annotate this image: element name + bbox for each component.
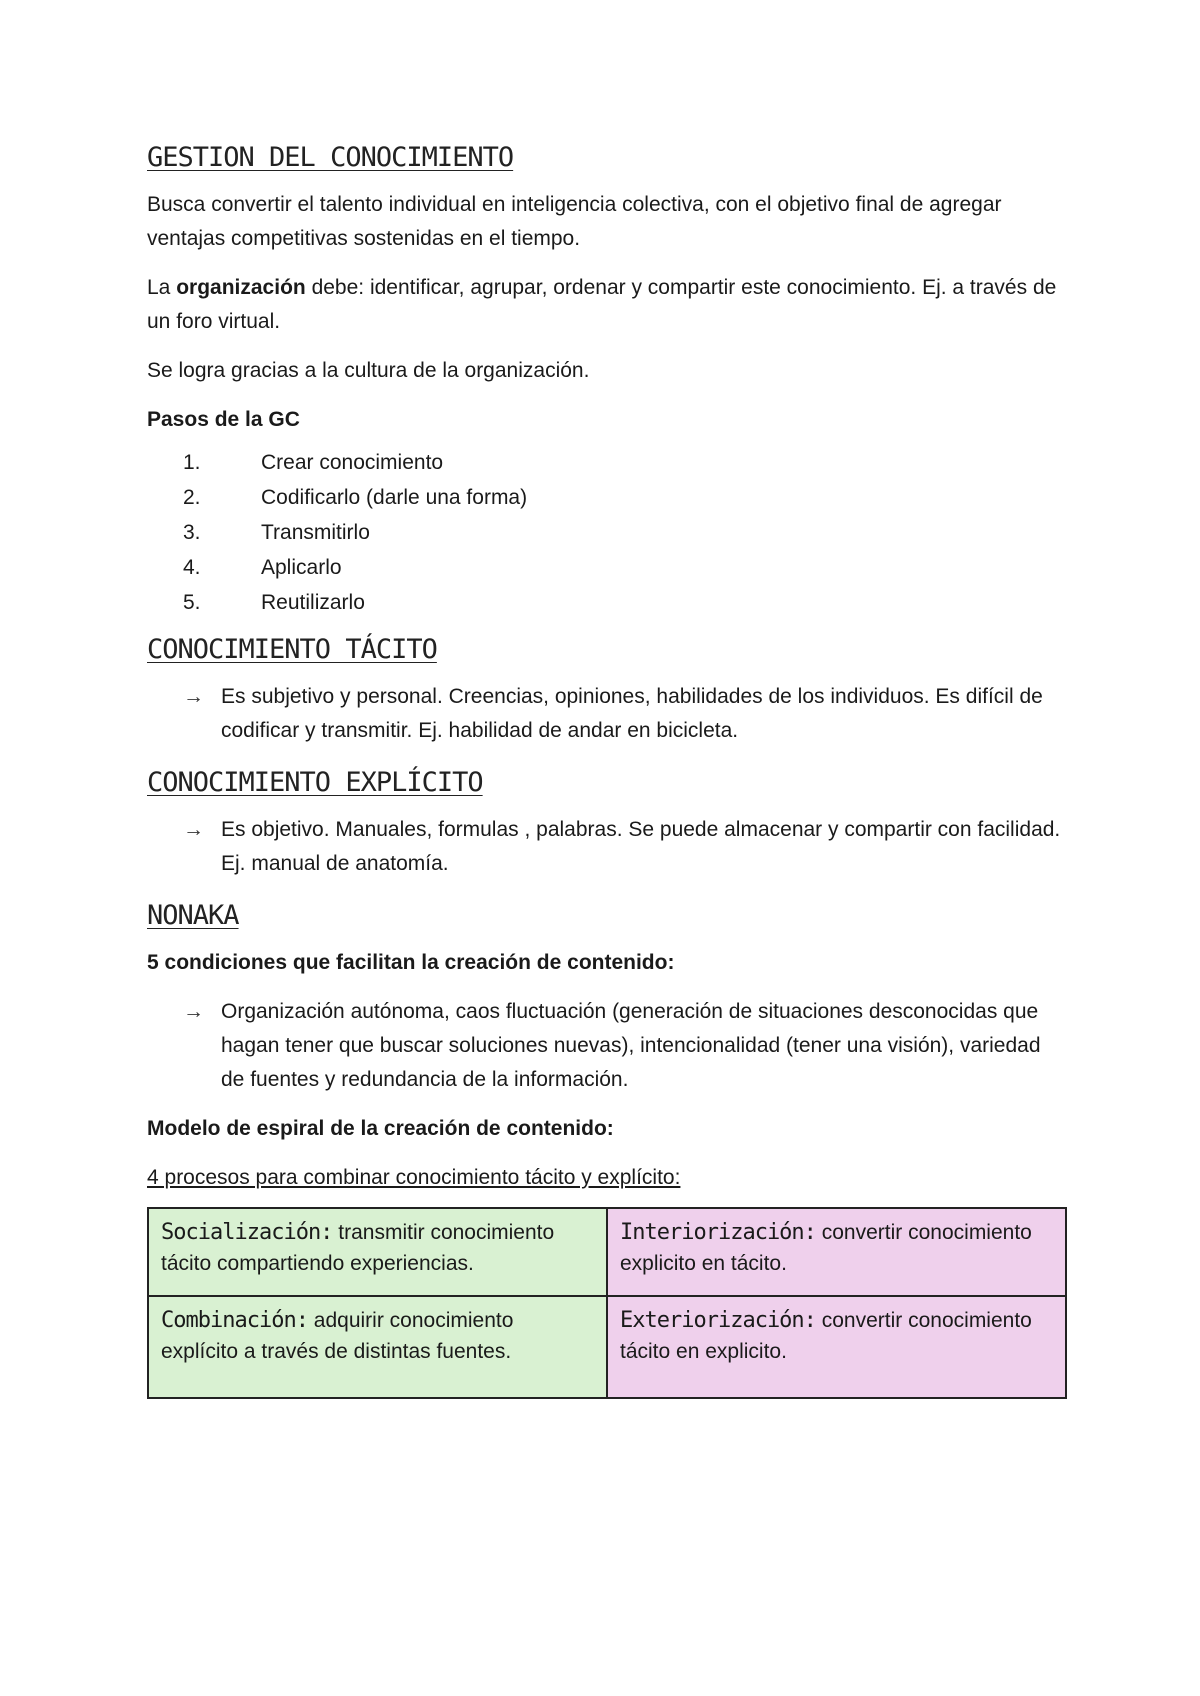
tacit-text: Es subjetivo y personal. Creencias, opiniones, habilidades de los individuos. Es difícil de codificar y transmitir. Ej. habilidad de andar en bicicleta. bbox=[221, 685, 1043, 742]
term-description: convertir conocimiento explicito en tácito. bbox=[620, 1221, 1032, 1275]
arrow-icon: → bbox=[183, 818, 204, 841]
term-label: Socialización: bbox=[161, 1220, 333, 1245]
explicit-text: Es objetivo. Manuales, formulas , palabras. Se puede almacenar y compartir con facilidad. Ej. manual de anatomía. bbox=[221, 818, 1061, 875]
list-item bbox=[147, 445, 1067, 480]
tacit-bullet bbox=[147, 680, 1067, 748]
term-description: convertir conocimiento tácito en explicito. bbox=[620, 1309, 1032, 1363]
text-suffix: debe: identificar, agrupar, ordenar y compartir este conocimiento. Ej. a través de un foro virtual. bbox=[147, 276, 1057, 333]
document-content bbox=[147, 138, 1067, 1399]
heading-nonaka: NONAKA bbox=[147, 900, 239, 931]
conditions-bullet bbox=[147, 995, 1067, 1097]
list-number: 5. bbox=[183, 591, 201, 614]
paragraph-gc-culture: Se logra gracias a la cultura de la organización. bbox=[147, 359, 590, 382]
list-text: Aplicarlo bbox=[261, 556, 342, 579]
table-row bbox=[148, 1296, 1066, 1398]
spiral-title: Modelo de espiral de la creación de contenido: bbox=[147, 1117, 614, 1140]
list-number: 2. bbox=[183, 486, 201, 509]
steps-title: Pasos de la GC bbox=[147, 408, 300, 431]
arrow-icon: → bbox=[183, 1000, 204, 1023]
list-number: 4. bbox=[183, 556, 201, 579]
steps-list bbox=[147, 445, 1067, 620]
list-item bbox=[147, 550, 1067, 585]
conditions-text: Organización autónoma, caos fluctuación (generación de situaciones desconocidas que hagan tener que buscar soluciones nuevas), intencionalidad (tener una visión), variedad de fuentes y redundancia de la información. bbox=[221, 1000, 1041, 1091]
heading-gestion-conocimiento: GESTION DEL CONOCIMIENTO bbox=[147, 142, 514, 173]
processes-title: 4 procesos para combinar conocimiento tácito y explícito: bbox=[147, 1166, 681, 1189]
term-description: adquirir conocimiento explícito a través de distintas fuentes. bbox=[161, 1309, 514, 1363]
list-item bbox=[147, 480, 1067, 515]
paragraph-gc-definition: Busca convertir el talento individual en inteligencia colectiva, con el objetivo final de agregar ventajas competitivas sostenidas en el tiempo. bbox=[147, 193, 1002, 250]
table-cell-socializacion bbox=[148, 1208, 607, 1296]
term-label: Interiorización: bbox=[620, 1220, 816, 1245]
text-bold-organizacion: organización bbox=[176, 276, 306, 299]
term-label: Combinación: bbox=[161, 1308, 308, 1333]
list-number: 3. bbox=[183, 521, 201, 544]
list-text: Transmitirlo bbox=[261, 521, 370, 544]
list-item bbox=[147, 515, 1067, 550]
heading-conocimiento-tacito: CONOCIMIENTO TÁCITO bbox=[147, 634, 437, 665]
table-row bbox=[148, 1208, 1066, 1296]
term-label: Exteriorización: bbox=[620, 1308, 816, 1333]
arrow-icon: → bbox=[183, 685, 204, 708]
term-description: transmitir conocimiento tácito compartiendo experiencias. bbox=[161, 1221, 555, 1275]
paragraph-gc-organization bbox=[147, 271, 1067, 339]
text-prefix: La bbox=[147, 276, 177, 299]
explicit-bullet bbox=[147, 813, 1067, 881]
table-cell-exteriorizacion bbox=[607, 1296, 1066, 1398]
list-text: Reutilizarlo bbox=[261, 591, 365, 614]
list-number: 1. bbox=[183, 451, 201, 474]
list-text: Crear conocimiento bbox=[261, 451, 444, 474]
list-item bbox=[147, 585, 1067, 620]
conditions-title: 5 condiciones que facilitan la creación de contenido: bbox=[147, 951, 675, 974]
heading-conocimiento-explicito: CONOCIMIENTO EXPLÍCITO bbox=[147, 767, 483, 798]
table-cell-interiorizacion bbox=[607, 1208, 1066, 1296]
table-cell-combinacion bbox=[148, 1296, 607, 1398]
processes-table bbox=[147, 1207, 1067, 1399]
list-text: Codificarlo (darle una forma) bbox=[261, 486, 528, 509]
